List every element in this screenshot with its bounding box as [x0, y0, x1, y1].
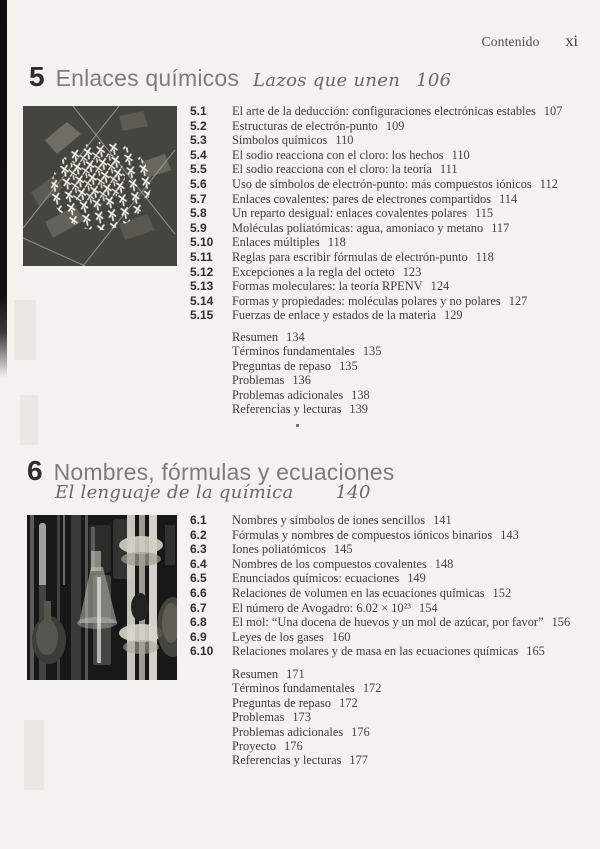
toc-endmatter-entry	[232, 373, 532, 387]
section-title: El sodio reacciona con el cloro: los hechos	[232, 147, 444, 162]
endmatter-title: Proyecto	[232, 738, 277, 753]
section-page: 141	[433, 513, 452, 527]
section-number: 5.11	[190, 249, 213, 264]
toc-entry	[190, 630, 595, 645]
section-page: 160	[331, 629, 351, 644]
section-number: 5.14	[190, 293, 214, 308]
toc-entry	[190, 221, 595, 236]
endmatter-title: Problemas adicionales	[232, 387, 344, 402]
toc-endmatter-entry	[232, 402, 532, 416]
endmatter-title: Referencias y lecturas	[232, 401, 342, 416]
toc-entry	[190, 192, 595, 207]
section-number: 5.10	[190, 235, 214, 250]
toc-entry	[190, 206, 595, 221]
section-page: 154	[419, 600, 438, 615]
endmatter-title: Términos fundamentales	[232, 681, 355, 696]
section-number: 6.1	[190, 513, 207, 527]
section-number: 5.5	[190, 162, 207, 177]
section-page: 118	[327, 235, 346, 250]
toc-endmatter-entry	[232, 753, 532, 767]
toc-endmatter-entry	[232, 681, 532, 695]
section-number: 6.2	[190, 527, 207, 542]
section-number: 5.4	[190, 147, 207, 162]
chapter-number: 6	[27, 455, 43, 486]
section-number: 5.9	[190, 220, 207, 235]
section-number: 6.10	[190, 644, 214, 659]
toc-entry	[190, 279, 595, 294]
section-title: Nombres y símbolos de iones sencillos	[232, 513, 426, 527]
section-page: 115	[474, 206, 494, 221]
toc-endmatter-entry	[232, 344, 532, 358]
section-title: Excepciones a la regla del octeto	[232, 264, 395, 279]
endmatter-title: Resumen	[232, 330, 279, 344]
endmatter-page: 135	[339, 358, 358, 373]
toc-entry	[190, 513, 595, 528]
section-number: 5.1	[190, 104, 207, 118]
page-number: xi	[565, 33, 578, 50]
section-page: 148	[434, 556, 454, 571]
chapter-number: 5	[29, 61, 45, 92]
toc-endmatter-entry	[232, 359, 532, 373]
chapter-start-page: 140	[335, 482, 371, 503]
chapter-subtitle	[253, 70, 451, 91]
endmatter-title: Problemas	[232, 373, 285, 388]
section-title: Un reparto desigual: enlaces covalentes polares	[232, 206, 467, 221]
chapter-6-endmatter-list	[232, 667, 532, 768]
chapter-subtitle-text: El lenguaje de la química	[55, 482, 294, 503]
toc-entry	[190, 542, 595, 557]
section-page: 117	[491, 220, 510, 235]
chapter-5-endmatter-list	[232, 330, 532, 416]
chapter-start-page: 106	[416, 70, 452, 91]
endmatter-page: 173	[292, 710, 311, 725]
section-title: Enlaces múltiples	[232, 235, 320, 250]
section-number: 6.5	[190, 571, 207, 586]
section-number: 5.12	[190, 264, 214, 279]
endmatter-title: Problemas adicionales	[232, 724, 344, 739]
section-page: 109	[385, 118, 405, 133]
toc-endmatter-entry	[232, 710, 532, 724]
section-page: 129	[444, 308, 463, 323]
section-title: Leyes de los gases	[232, 629, 324, 644]
toc-endmatter-entry	[232, 725, 532, 739]
section-number: 6.8	[190, 615, 207, 630]
toc-entry	[190, 571, 595, 586]
endmatter-page: 134	[286, 330, 305, 344]
section-page: 114	[499, 191, 518, 206]
toc-entry	[190, 133, 595, 148]
chapter-5-photo-aerial-formation	[23, 106, 177, 266]
section-title: Enlaces covalentes: pares de electrones compartidos	[232, 191, 492, 206]
section-page: 165	[526, 644, 545, 659]
section-number: 5.7	[190, 191, 207, 206]
endmatter-title: Resumen	[232, 667, 279, 681]
toc-endmatter-entry	[232, 739, 532, 753]
toc-entry	[190, 308, 595, 323]
toc-endmatter-entry	[232, 330, 532, 344]
endmatter-page: 136	[292, 373, 311, 388]
toc-entry	[190, 235, 595, 250]
toc-entry	[190, 250, 595, 265]
endmatter-page: 135	[362, 344, 382, 359]
section-title: Enunciados químicos: ecuaciones	[232, 571, 400, 586]
section-page: 156	[551, 615, 571, 630]
section-page: 145	[333, 542, 353, 557]
toc-entry	[190, 162, 595, 177]
section-title: Relaciones molares y de masa en las ecuaciones químicas	[232, 644, 519, 659]
section-title: El arte de la deducción: configuraciones electrónicas estables	[232, 104, 536, 118]
section-number: 6.4	[190, 556, 207, 571]
toc-entry	[190, 528, 595, 543]
section-title: Relaciones de volumen en las ecuaciones químicas	[232, 585, 485, 600]
section-number: 5.6	[190, 176, 207, 191]
section-page: 124	[430, 279, 450, 294]
scan-gutter-edge	[0, 0, 7, 378]
toc-entry	[190, 615, 595, 630]
section-number: 6.9	[190, 629, 207, 644]
chapter-5-heading	[29, 61, 451, 93]
toc-entry	[190, 644, 595, 659]
chapter-title: Nombres, fórmulas y ecuaciones	[53, 459, 395, 485]
endmatter-page: 176	[284, 738, 303, 753]
toc-entry	[190, 104, 595, 119]
section-number: 6.6	[190, 585, 207, 600]
section-page: 123	[402, 264, 422, 279]
toc-entry	[190, 294, 595, 309]
endmatter-page: 138	[351, 387, 370, 402]
chapter-title: Enlaces químicos	[55, 65, 240, 91]
toc-endmatter-entry	[232, 696, 532, 710]
section-title: El mol: “Una docena de huevos y un mol de azúcar, por favor”	[232, 615, 544, 630]
toc-entry	[190, 601, 595, 616]
section-number: 5.3	[190, 133, 207, 148]
section-page: 143	[500, 527, 519, 542]
chapter-6-subtitle	[55, 482, 371, 503]
section-title: Moléculas poliatómicas: agua, amoniaco y metano	[232, 220, 484, 235]
section-title: El número de Avogadro: 6.02 × 10²³	[232, 600, 412, 615]
toc-endmatter-entry	[232, 388, 532, 402]
endmatter-page: 171	[286, 667, 305, 681]
toc-entry	[190, 586, 595, 601]
scan-ghost-artifact	[20, 395, 38, 445]
scan-ghost-artifact	[14, 300, 36, 360]
endmatter-page: 177	[349, 753, 368, 768]
endmatter-page: 176	[351, 724, 370, 739]
section-page: 110	[451, 147, 470, 162]
section-page: 127	[508, 293, 528, 308]
section-page: 118	[475, 249, 494, 264]
chapter-subtitle-text: Lazos que unen	[253, 70, 401, 91]
section-number: 5.15	[190, 308, 214, 323]
section-title: Fórmulas y nombres de compuestos iónicos binarios	[232, 527, 493, 542]
section-title: Formas y propiedades: moléculas polares y no polares	[232, 293, 501, 308]
section-page: 107	[543, 104, 563, 118]
scan-dot-artifact	[296, 424, 299, 427]
section-title: Símbolos químicos	[232, 133, 328, 148]
toc-entry	[190, 557, 595, 572]
toc-entry	[190, 119, 595, 134]
section-number: 5.8	[190, 206, 207, 221]
section-title: El sodio reacciona con el cloro: la teoría	[232, 162, 432, 177]
section-number: 6.3	[190, 542, 207, 557]
section-page: 112	[539, 176, 558, 191]
chapter-6-section-list	[190, 513, 595, 659]
chapter-6-photo-lab-glassware	[27, 515, 177, 680]
endmatter-title: Preguntas de repaso	[232, 358, 332, 373]
section-title: Fuerzas de enlace y estados de la materia	[232, 308, 437, 323]
section-title: Iones poliatómicos	[232, 542, 326, 557]
section-page: 110	[335, 133, 354, 148]
toc-endmatter-entry	[232, 667, 532, 681]
endmatter-page: 172	[339, 695, 358, 710]
endmatter-title: Términos fundamentales	[232, 344, 355, 359]
section-title: Estructuras de electrón-punto	[232, 118, 378, 133]
scan-ghost-artifact	[24, 720, 44, 790]
section-title: Formas moleculares: la teoría RPENV	[232, 279, 423, 294]
section-title: Nombres de los compuestos covalentes	[232, 556, 427, 571]
section-title: Reglas para escribir fórmulas de electrón-punto	[232, 249, 468, 264]
endmatter-title: Referencias y lecturas	[232, 753, 342, 768]
section-page: 111	[439, 162, 458, 177]
running-header-title: Contenido	[481, 34, 540, 49]
chapter-5-section-list	[190, 104, 595, 323]
endmatter-title: Preguntas de repaso	[232, 695, 332, 710]
toc-entry	[190, 265, 595, 280]
toc-entry	[190, 177, 595, 192]
endmatter-page: 139	[349, 401, 368, 416]
section-number: 6.7	[190, 600, 207, 615]
section-page: 152	[492, 585, 512, 600]
section-number: 5.13	[190, 279, 214, 294]
section-number: 5.2	[190, 118, 207, 133]
section-title: Uso de símbolos de electrón-punto: más compuestos iónicos	[232, 176, 532, 191]
running-header	[0, 33, 578, 51]
endmatter-page: 172	[362, 681, 382, 696]
toc-entry	[190, 148, 595, 163]
section-page: 149	[407, 571, 426, 586]
endmatter-title: Problemas	[232, 710, 285, 725]
